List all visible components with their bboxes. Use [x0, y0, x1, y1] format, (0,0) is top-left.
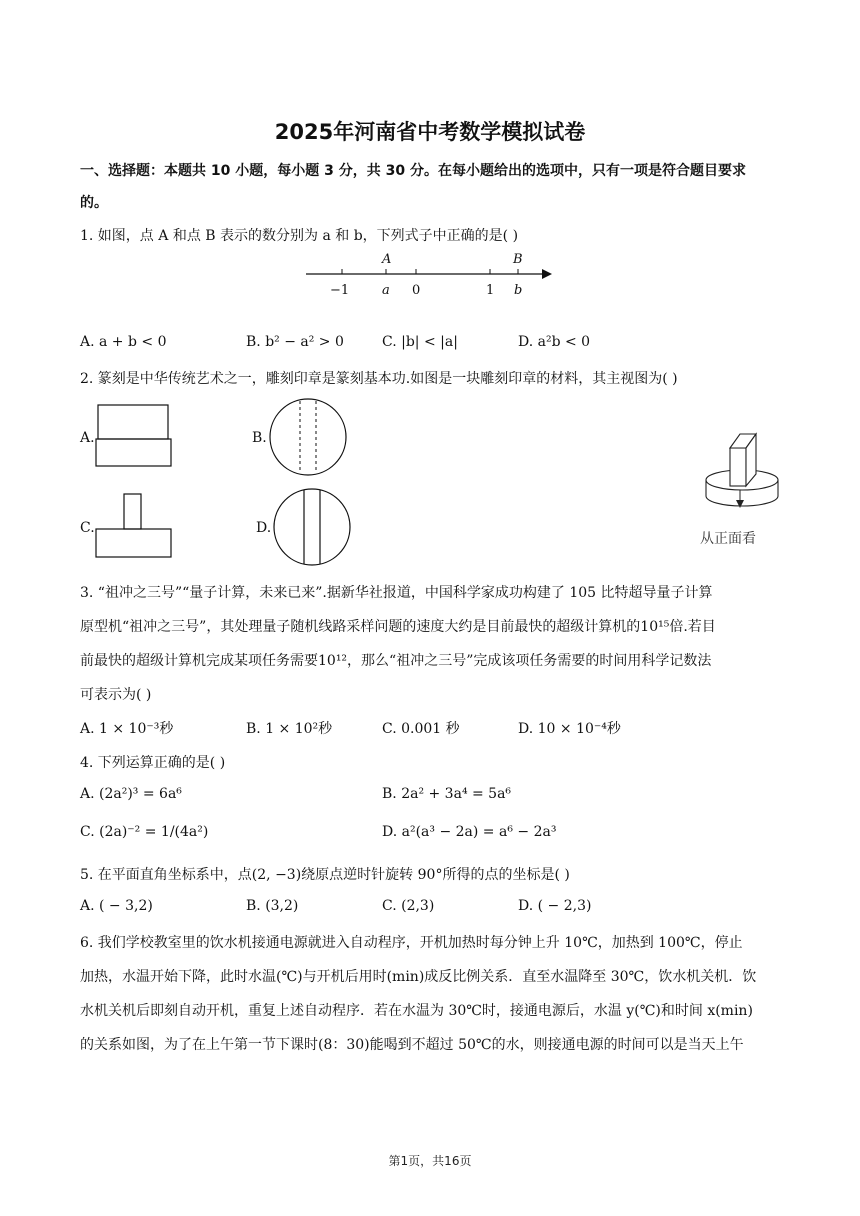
q6-line3: 水机关机后即刻自动开机，重复上述自动程序．若在水温为 30℃时，接通电源后，水温 y(℃)和时间 x(min) [80, 1003, 753, 1019]
q2-label-d: D. [256, 520, 272, 536]
q1-option-b: B. b² − a² > 0 [246, 334, 344, 350]
q5-option-d: D. ( − 2,3) [518, 898, 592, 914]
q1-option-d: D. a²b < 0 [518, 334, 591, 350]
q3-line2: 原型机“祖冲之三号”，其处理量子随机线路采样问题的速度大约是目前最快的超级计算机的10¹⁵倍.若目 [80, 619, 716, 635]
arrow-head-icon [542, 269, 552, 279]
q2-label-b: B. [252, 430, 267, 446]
q6-line2: 加热，水温开始下降，此时水温(℃)与开机后用时(min)成反比例关系．直至水温降至 30℃，饮水机关机．饮 [80, 969, 757, 985]
q2-option-d-figure [272, 487, 352, 567]
label-A: A [382, 252, 392, 267]
q2-stem: 2. 篆刻是中华传统艺术之一，雕刻印章是篆刻基本功.如图是一块雕刻印章的材料，其主视图为( ) [80, 371, 678, 387]
q5-option-b: B. (3,2) [246, 898, 299, 914]
label-minus1: −1 [330, 283, 350, 298]
q1-stem: 1. 如图，点 A 和点 B 表示的数分别为 a 和 b，下列式子中正确的是( ) [80, 228, 519, 244]
q5-stem: 5. 在平面直角坐标系中，点(2, −3)绕原点逆时针旋转 90°所得的点的坐标是( ) [80, 867, 570, 883]
seal-3d-figure [700, 432, 790, 510]
q6-line4: 的关系如图，为了在上午第一节下课时(8：30)能喝到不超过 50℃的水，则接通电源的时间可以是当天上午 [80, 1037, 744, 1053]
figure-caption: 从正面看 [700, 531, 756, 547]
q3-option-b: B. 1 × 10²秒 [246, 721, 333, 737]
q4-option-a: A. (2a²)³ = 6a⁶ [80, 786, 182, 802]
page-footer: 第1页，共16页 [388, 1154, 472, 1168]
label-0: 0 [412, 283, 421, 298]
q3-line1: 3. “祖冲之三号”“量子计算，未来已来”.据新华社报道，中国科学家成功构建了 105 比特超导量子计算 [80, 585, 713, 601]
label-1: 1 [486, 283, 495, 298]
section-heading-line1: 一、选择题：本题共 10 小题，每小题 3 分，共 30 分。在每小题给出的选项中，只有一项是符合题目要求 [80, 163, 746, 179]
q3-option-c: C. 0.001 秒 [382, 721, 460, 737]
q4-option-c: C. (2a)⁻² = 1/(4a²) [80, 824, 209, 840]
q4-stem: 4. 下列运算正确的是( ) [80, 755, 226, 771]
q1-option-c: C. |b| < |a| [382, 334, 458, 350]
q3-line4: 可表示为( ) [80, 687, 152, 703]
q1-option-a: A. a + b < 0 [80, 334, 167, 350]
q4-option-b: B. 2a² + 3a⁴ = 5a⁶ [382, 786, 512, 802]
q6-line1: 6. 我们学校教室里的饮水机接通电源就进入自动程序，开机加热时每分钟上升 10℃，加热到 100℃，停止 [80, 935, 743, 951]
label-a: a [382, 283, 390, 298]
number-line-figure [300, 250, 560, 300]
label-B: B [513, 252, 523, 267]
q2-option-c-figure [96, 493, 172, 559]
q2-label-a: A. [80, 430, 95, 446]
q3-line3: 前最快的超级计算机完成某项任务需要10¹²，那么“祖冲之三号”完成该项任务需要的时间用科学记数法 [80, 653, 712, 669]
q3-option-d: D. 10 × 10⁻⁴秒 [518, 721, 621, 737]
q2-option-b-figure [268, 397, 348, 477]
q2-option-a-figure [96, 404, 172, 468]
q4-option-d: D. a²(a³ − 2a) = a⁶ − 2a³ [382, 824, 557, 840]
q5-option-c: C. (2,3) [382, 898, 435, 914]
q3-option-a: A. 1 × 10⁻³秒 [80, 721, 174, 737]
label-b: b [514, 283, 523, 298]
page-title: 2025年河南省中考数学模拟试卷 [274, 120, 586, 144]
q5-option-a: A. ( − 3,2) [80, 898, 153, 914]
q2-label-c: C. [80, 520, 95, 536]
section-heading-line2: 的。 [80, 195, 108, 211]
